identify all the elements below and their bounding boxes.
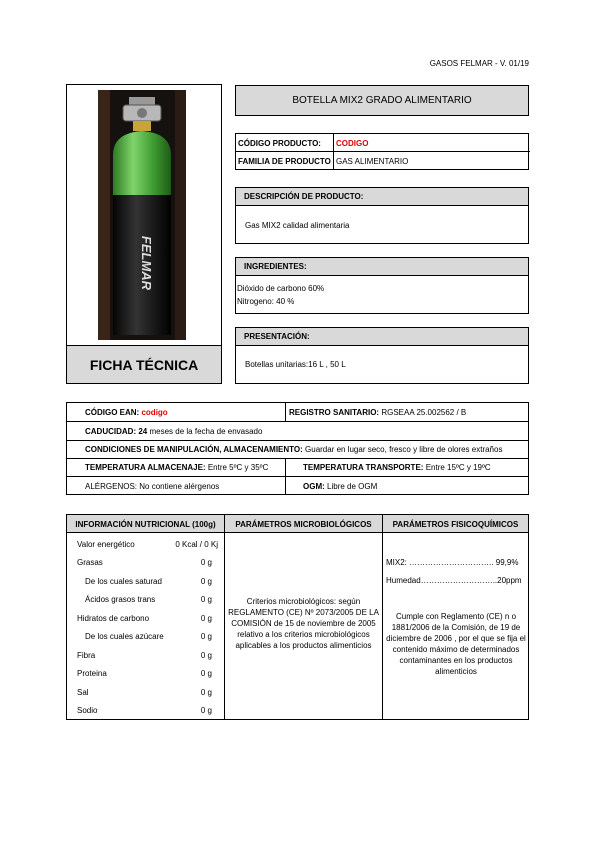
- ogm-value: Libre de OGM: [327, 481, 378, 491]
- ingredients-line-1: Dióxido de carbono 60%: [237, 284, 325, 293]
- ean-label: CÓDIGO EAN:: [85, 407, 140, 417]
- document-version: GASOS FELMAR - V. 01/19: [429, 59, 529, 68]
- nutrition-row-label: Grasas: [77, 558, 103, 567]
- expiry-label: CADUCIDAD:: [85, 426, 137, 436]
- ingredients-label: INGREDIENTES:: [236, 258, 528, 276]
- transport-temp-label: TEMPERATURA TRANSPORTE:: [303, 463, 424, 472]
- sheet-title: FICHA TÉCNICA: [66, 345, 222, 384]
- brand-logo-text: FELMAR: [139, 235, 154, 291]
- transport-temp-value: Entre 15ºC y 19ºC: [425, 463, 491, 472]
- product-info-table: [235, 133, 529, 170]
- gas-cylinder-image: [67, 85, 221, 343]
- presentation-text: Botellas unitarias:16 L , 50 L: [245, 360, 346, 369]
- conditions-value: Guardar en lugar seco, fresco y libre de olores extraños: [305, 445, 503, 454]
- product-family-value: GAS ALIMENTARIO: [336, 156, 409, 166]
- transport-temp-row: [303, 459, 491, 476]
- physicochemical-header: PARÁMETROS FISICOQUÍMICOS: [392, 519, 519, 529]
- nutrition-row-value: 0 g: [200, 595, 212, 604]
- microbiological-header: PARÁMETROS MICROBIOLÓGICOS: [235, 519, 372, 529]
- ogm-label: OGM:: [303, 481, 325, 491]
- product-title: BOTELLA MIX2 GRADO ALIMENTARIO: [235, 85, 529, 116]
- nutrition-row-value: 0 Kcal / 0 Kj: [175, 539, 218, 549]
- ean-row: [85, 403, 168, 421]
- description-text: Gas MIX2 calidad alimentaria: [245, 221, 350, 230]
- registry-row: [289, 403, 466, 421]
- nutrition-row-value: 0 g: [200, 650, 212, 660]
- nutrition-row-value: 0 g: [200, 613, 212, 623]
- ingredients-line-2: Nitrogeno: 40 %: [237, 297, 295, 306]
- nutrition-row-value: 0 g: [200, 632, 212, 641]
- parameters-table: [66, 514, 529, 720]
- nutrition-row-value: 0 g: [200, 706, 212, 715]
- description-box: [235, 187, 529, 244]
- storage-temp-value: Entre 5ºC y 35ºC: [207, 463, 269, 472]
- product-code-label: CÓDIGO PRODUCTO:: [238, 138, 321, 148]
- nutrition-list: [67, 534, 224, 720]
- nutrition-row-label: Fibra: [77, 650, 96, 660]
- ean-value: codigo: [141, 407, 168, 417]
- product-family-label: FAMILIA DE PRODUCTO: [238, 156, 331, 166]
- product-code-value: CODIGO: [336, 138, 369, 148]
- registry-label: REGISTRO SANITARIO:: [289, 407, 380, 417]
- nutrition-row-value: 0 g: [200, 558, 212, 567]
- presentation-box: [235, 327, 529, 384]
- expiry-number: 24: [138, 426, 148, 436]
- expiry-row: [85, 422, 262, 440]
- physicochemical-text: Cumple con Reglamento (CE) n o 1881/2006 de la Comisión, de 19 de diciembre de 2006 , por el que se fija el contenido máximo de determinados contaminantes en los productos alimenticios: [386, 612, 526, 676]
- nutrition-row-label: Hidratos de carbono: [77, 613, 150, 623]
- expiry-text: meses de la fecha de envasado: [149, 426, 263, 436]
- nutrition-row-label: De los cuales azúcare: [85, 632, 164, 641]
- nutrition-row-label: Ácidos grasos trans: [85, 595, 156, 604]
- nutrition-row-label: Sodio: [77, 706, 98, 715]
- nutrition-header: INFORMACIÓN NUTRICIONAL (100g): [75, 519, 216, 529]
- conditions-label: CONDICIONES DE MANIPULACIÓN, ALMACENAMIENTO:: [85, 445, 303, 454]
- nutrition-row-label: De los cuales saturad: [85, 576, 162, 586]
- nutrition-row-label: Valor energético: [77, 539, 135, 549]
- allergens-value: No contiene alérgenos: [139, 481, 220, 491]
- humidity-line: Humedad………………………..20ppm: [386, 576, 522, 585]
- details-table: [66, 402, 529, 495]
- ingredients-box: [235, 257, 529, 314]
- nutrition-row-value: 0 g: [200, 669, 212, 678]
- conditions-row: [85, 441, 502, 458]
- product-image-frame: [66, 84, 222, 384]
- nutrition-row-label: Sal: [77, 687, 89, 697]
- allergens-label: ALÉRGENOS:: [85, 481, 138, 491]
- description-label: DESCRIPCIÓN DE PRODUCTO:: [236, 188, 528, 206]
- nutrition-row-value: 0 g: [200, 687, 212, 697]
- presentation-label: PRESENTACIÓN:: [236, 328, 528, 346]
- allergens-row: [85, 477, 219, 495]
- storage-temp-label: TEMPERATURA ALMACENAJE:: [85, 463, 206, 472]
- nutrition-row-label: Proteina: [77, 669, 107, 678]
- registry-value: RGSEAA 25.002562 / B: [381, 407, 467, 417]
- microbiological-text: Criterios microbiológicos: según REGLAMENTO (CE) Nº 2073/2005 DE LA COMISIÓN de 15 de noviembre de 2005 relativo a los criterios microbiológicos aplicables a los productos alimenticios: [228, 597, 379, 650]
- nutrition-row-value: 0 g: [200, 576, 212, 586]
- storage-temp-row: [85, 459, 268, 476]
- mix-purity-line: MIX2: ………………………….. 99,9%: [386, 558, 519, 567]
- ogm-row: [303, 477, 377, 495]
